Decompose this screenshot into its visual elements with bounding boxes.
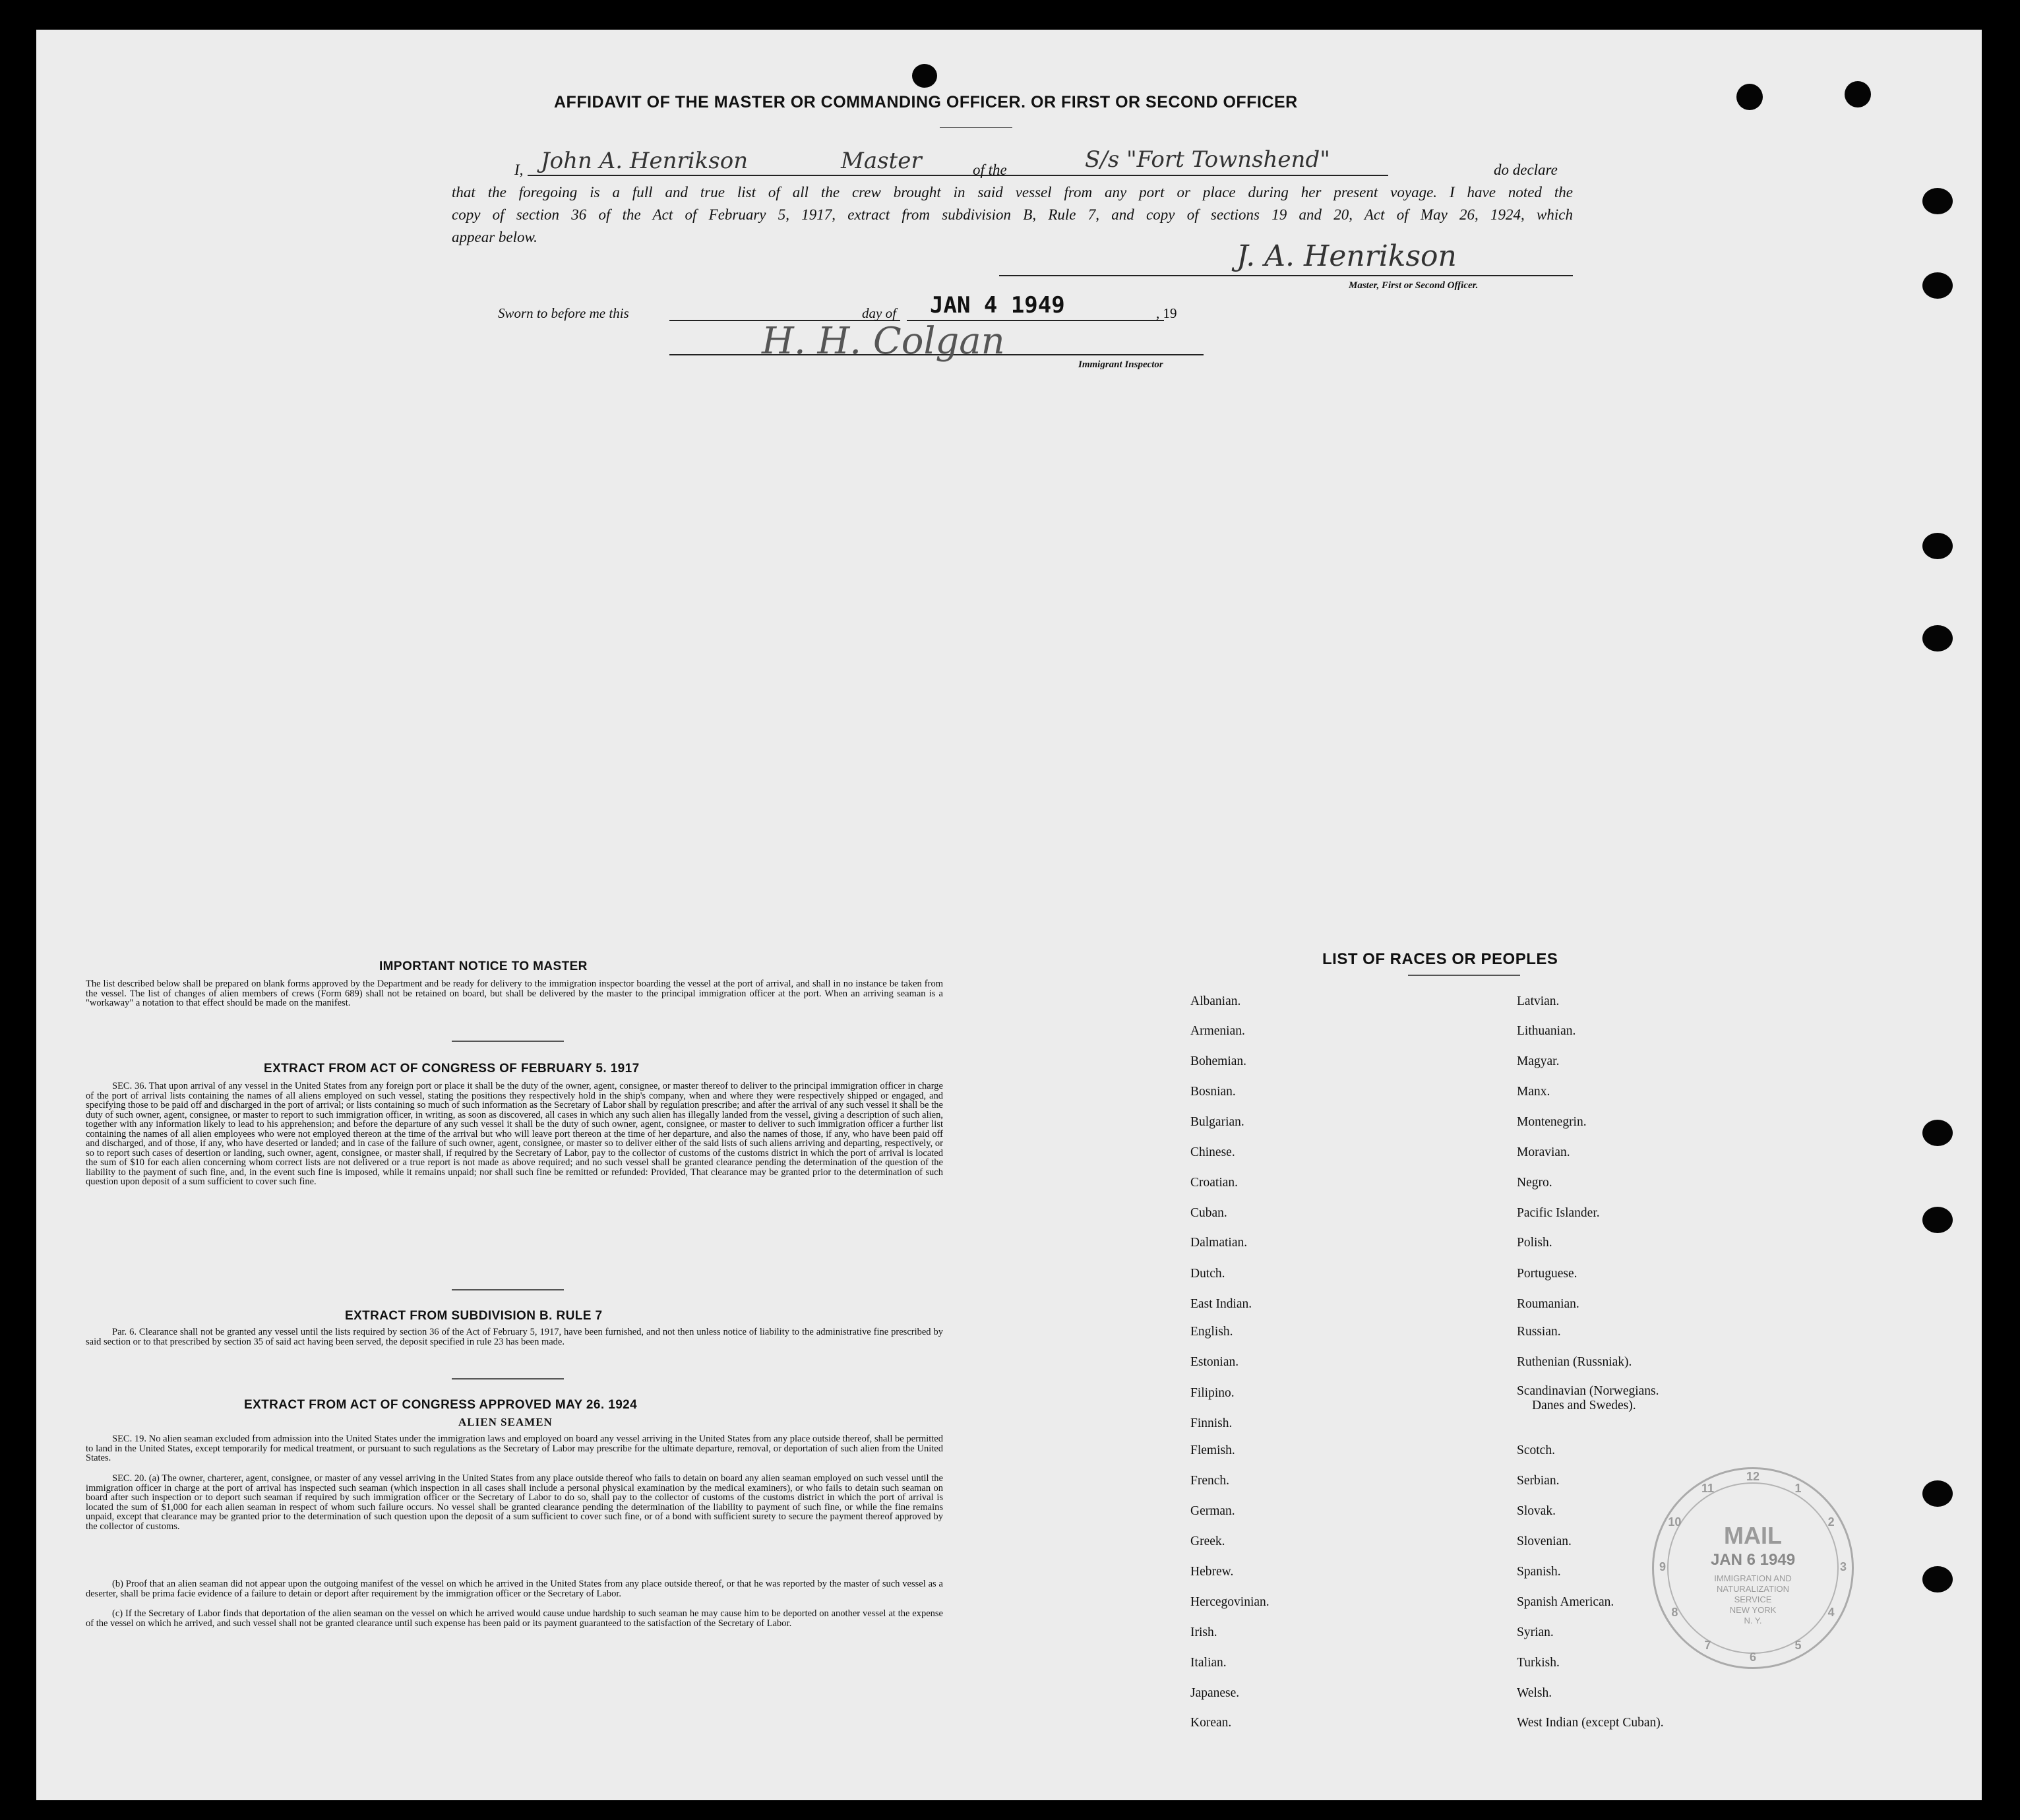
race-item: Hercegovinian. — [1190, 1595, 1270, 1609]
punch-hole — [1922, 1120, 1953, 1146]
race-item: Moravian. — [1517, 1145, 1570, 1159]
stamp-ring-number: 7 — [1704, 1638, 1711, 1652]
race-item: Slovak. — [1517, 1504, 1556, 1518]
races-title: LIST OF RACES OR PEOPLES — [1322, 950, 1558, 968]
stamp-ring-number: 9 — [1659, 1560, 1666, 1573]
race-item: Irish. — [1190, 1625, 1217, 1639]
stamp-ring-number: 8 — [1671, 1605, 1678, 1619]
sworn-label: Sworn to before me this — [498, 305, 629, 321]
stamp-label: MAIL — [1724, 1522, 1782, 1549]
race-item: Dalmatian. — [1190, 1236, 1248, 1250]
race-item: East Indian. — [1190, 1297, 1252, 1311]
punch-hole — [1922, 1480, 1953, 1507]
inspector-caption: Immigrant Inspector — [1078, 359, 1163, 370]
race-item: Croatian. — [1190, 1176, 1239, 1190]
race-item: Serbian. — [1517, 1474, 1560, 1488]
punch-hole — [912, 64, 937, 88]
punch-hole — [1922, 533, 1953, 559]
stamp-ring-number: 10 — [1668, 1515, 1682, 1529]
race-item: Korean. — [1190, 1716, 1232, 1730]
race-item: Filipino. — [1190, 1386, 1235, 1400]
race-item: Ruthenian (Russniak). — [1517, 1355, 1632, 1369]
punch-hole — [1922, 625, 1953, 652]
race-item: Dutch. — [1190, 1267, 1225, 1281]
race-item: Welsh. — [1517, 1686, 1552, 1700]
extract-1924-title: EXTRACT FROM ACT OF CONGRESS APPROVED MAY 26. 1924 — [244, 1398, 638, 1412]
punch-hole — [1922, 1566, 1953, 1592]
race-item: German. — [1190, 1504, 1235, 1518]
signature-line — [999, 275, 1573, 276]
punch-hole — [1845, 81, 1871, 107]
race-item: Greek. — [1190, 1534, 1225, 1548]
extract-1917-title: EXTRACT FROM ACT OF CONGRESS OF FEBRUARY 5. 1917 — [264, 1062, 640, 1076]
stamp-ring-number: 1 — [1794, 1482, 1802, 1496]
handwritten-vessel: S/s "Fort Townshend" — [1085, 146, 1330, 173]
affidavit-title: AFFIDAVIT OF THE MASTER OR COMMANDING OFFICER. OR FIRST OR SECOND OFFICER — [554, 93, 1298, 111]
stamp-date: JAN 6 1949 — [1710, 1551, 1796, 1569]
extract-1924-subtitle: ALIEN SEAMEN — [458, 1416, 553, 1428]
race-item: Estonian. — [1190, 1355, 1239, 1369]
declaration-line-4: appear below. — [452, 229, 537, 245]
declaration-line-3: copy of section 36 of the Act of February 5, 1917, extract from subdivision B, Rule 7, and copy of sections 19 and 20, Act of May 26, 1924, which — [452, 206, 1573, 223]
master-signature: J. A. Henrikson — [1237, 239, 1457, 273]
race-item: Slovenian. — [1517, 1534, 1572, 1548]
stamp-ring-number: 2 — [1827, 1515, 1835, 1529]
stamped-date: JAN 4 1949 — [930, 292, 1065, 318]
punch-hole — [1922, 1207, 1953, 1233]
race-item: Spanish American. — [1517, 1595, 1614, 1609]
race-item: Syrian. — [1517, 1625, 1554, 1639]
stamp-ring-number: 4 — [1827, 1605, 1835, 1619]
punch-hole — [1736, 84, 1763, 110]
race-item: Polish. — [1517, 1236, 1552, 1250]
notice-body: The list described below shall be prepared on blank forms approved by the Department and be ready for delivery to the immigration inspector boarding the vessel at the port of arrival, and shall in no instance be taken from the vessel. The list of changes of alien members of crews (Form 689) shall not be retained on board, but shall be delivered by the master to the principal immigration officer at the port. When an arriving seaman is a "workaway" a notation to that effect should be made on the manifest. — [86, 979, 943, 1008]
race-item: Bulgarian. — [1190, 1115, 1244, 1129]
extract-1924-sec19: SEC. 19. No alien seaman excluded from admission into the United States under the immigration laws and employed on board any vessel arriving in the United States from any place outside thereof, shall be permitted to land in the United States, except temporarily for medical treatment, or pursuant to such regulations as the Secretary of Labor may prescribe for the ultimate departure, removal, or deportation of such alien from the United States. — [86, 1434, 943, 1463]
extract-1917-body: SEC. 36. That upon arrival of any vessel in the United States from any foreign port or place it shall be the duty of the owner, agent, consignee, or master thereof to deliver to the principal immigration officer in charge of the port of arrival lists containing the names of all aliens employed on such vessel, stating the positions they respectively hold in the ship's company, when and where they were respectively shipped or engaged, and specifying those to be paid off and discharged in the port of arrival; or lists containing so much of such information as the Secretary of Labor shall by regulation prescribe; and after the arrival of any such vessel it shall be the duty of such owner, agent, consignee, or master to report to such immigration officer, in writing, as soon as discovered, all cases in which any such alien has illegally landed from the vessel, giving a description of such alien, together with any information likely to lead to his apprehension; and before the departure of any such vessel it shall be the duty of such owner, agent, consignee, or master to deliver to such immigration officer a further list containing the names of all alien employees who were not employed thereon at the time of the arrival but who will leave port thereon at the time of her departure, and also the names of those, if any, who have been paid off and discharged, and of those, if any, who have deserted or landed; and in case of the failure of such owner, agent, consignee, or master so to deliver either of the said lists of such aliens arriving and departing, respectively, or so to report such cases of desertion or landing, such owner, agent, consignee, or master shall, if required by the Secretary of Labor, pay to the collector of customs of the customs district in which the port of arrival is located the sum of $10 for each alien concerning whom correct lists are not delivered or a true report is not made as above required; and no such vessel shall be granted clearance pending the determination of the question of the liability to the payment of such fine, and, in the event such fine is imposed, while it remains unpaid; nor shall such fine be remitted or refunded: Provided, That clearance may be granted prior to the determination of such question upon deposit of a sum sufficient to cover such fine. — [86, 1081, 943, 1187]
race-item: Manx. — [1517, 1085, 1550, 1099]
race-item: Portuguese. — [1517, 1267, 1577, 1281]
race-item: Scotch. — [1517, 1443, 1555, 1457]
year-prefix: , 19 — [1156, 305, 1177, 321]
of-the-label: of the — [973, 162, 1007, 178]
divider — [452, 1378, 564, 1380]
race-item: Finnish. — [1190, 1416, 1233, 1430]
race-item: Magyar. — [1517, 1054, 1560, 1068]
extract-rule7-title: EXTRACT FROM SUBDIVISION B. RULE 7 — [345, 1309, 603, 1323]
race-item: Cuban. — [1190, 1206, 1227, 1220]
divider — [940, 127, 1012, 128]
race-item: Bohemian. — [1190, 1054, 1247, 1068]
race-item: Negro. — [1517, 1176, 1552, 1190]
race-item: Armenian. — [1190, 1024, 1245, 1038]
race-item: Lithuanian. — [1517, 1024, 1576, 1038]
race-item: Scandinavian (Norwegians. — [1517, 1384, 1659, 1398]
punch-hole — [1922, 188, 1953, 214]
race-item: Roumanian. — [1517, 1297, 1579, 1311]
race-item: Chinese. — [1190, 1145, 1235, 1159]
stamp-line-2: NATURALIZATION — [1716, 1584, 1790, 1594]
declaration-line-2: that the foregoing is a full and true list of all the crew brought in said vessel from any port or place during her present voyage. I have noted the — [452, 184, 1573, 200]
race-item: Pacific Islander. — [1517, 1206, 1600, 1220]
race-item: Montenegrin. — [1517, 1115, 1587, 1129]
race-item: Turkish. — [1517, 1656, 1560, 1670]
stamp-line-3: SERVICE — [1734, 1594, 1772, 1604]
race-item: West Indian (except Cuban). — [1517, 1716, 1664, 1730]
extract-1924-sec20b: (b) Proof that an alien seaman did not appear upon the outgoing manifest of the vessel on which he arrived in the United States from any place outside thereof, or that he was reported by the master of such vessel as a deserter, shall be prima facie evidence of a failure to detain or deport after requirement by the immigration officer or the Secretary of Labor. — [86, 1579, 943, 1599]
mail-received-stamp — [1652, 1467, 1854, 1669]
race-item: Albanian. — [1190, 994, 1241, 1008]
stamp-ring-number: 11 — [1701, 1482, 1715, 1496]
stamp-line-4: NEW YORK — [1729, 1605, 1777, 1615]
inspector-signature: H. H. Colgan — [762, 320, 1005, 363]
race-item: Flemish. — [1190, 1443, 1235, 1457]
race-item: Spanish. — [1517, 1565, 1561, 1579]
handwritten-rank: Master — [841, 148, 922, 174]
race-item: Latvian. — [1517, 994, 1560, 1008]
race-item: Japanese. — [1190, 1686, 1240, 1700]
declaration-text — [452, 146, 1573, 249]
document-page — [36, 30, 1982, 1800]
race-item: Russian. — [1517, 1325, 1561, 1339]
divider — [452, 1289, 564, 1290]
day-of-label: day of — [862, 305, 896, 321]
race-item: Italian. — [1190, 1656, 1227, 1670]
divider — [1408, 975, 1520, 976]
i-label: I, — [514, 162, 524, 178]
punch-hole — [1922, 272, 1953, 299]
divider — [452, 1041, 564, 1042]
extract-1924-sec20a: SEC. 20. (a) The owner, charterer, agent, consignee, or master of any vessel arriving in the United States from any place outside thereof who fails to detain on board any alien seaman employed on such vessel until the immigration officer in charge at the port of arrival has inspected such seaman (which inspection in all cases shall include a personal physical examination by the medical examiners), or who fails to detain such seaman on board after such inspection or to deport such seaman if required by such immigration officer or the Secretary of Labor to do so, shall pay to the collector of customs of the customs district in which the port of arrival is located the sum of $1,000 for each alien seaman in respect of whom such failure occurs. No vessel shall be granted clearance pending the determination of the liability to payment of such fine, or while the fine remains unpaid, except that clearance may be granted prior to the determination of such question upon the deposit of a sum sufficient to cover such fine, or of a bond with sufficient surety to secure the payment thereof approved by the collector of customs. — [86, 1473, 943, 1532]
stamp-ring-number: 5 — [1794, 1638, 1802, 1652]
race-item: English. — [1190, 1325, 1233, 1339]
handwritten-name: John A. Henrikson — [541, 148, 749, 174]
stamp-ring-number: 3 — [1839, 1560, 1847, 1573]
master-caption: Master, First or Second Officer. — [1349, 280, 1479, 291]
extract-1924-sec20c: (c) If the Secretary of Labor finds that deportation of the alien seaman on the vessel on which he arrived would cause undue hardship to such seaman he may cause him to be deported on another vessel at the expense of the vessel on which he arrived, and such vessel shall not be granted clearance until such expense has been paid or its payment guaranteed to the satisfaction of the Secretary of Labor. — [86, 1608, 943, 1629]
stamp-ring-number: 6 — [1749, 1651, 1756, 1664]
race-item: Hebrew. — [1190, 1565, 1234, 1579]
race-item: Danes and Swedes). — [1532, 1399, 1636, 1412]
race-item: Bosnian. — [1190, 1085, 1236, 1099]
stamp-line-5: N. Y. — [1744, 1616, 1762, 1625]
notice-title: IMPORTANT NOTICE TO MASTER — [379, 959, 588, 973]
extract-rule7-body: Par. 6. Clearance shall not be granted any vessel until the lists required by section 36 of the Act of February 5, 1917, have been furnished, and not then unless notice of liability to the administrative fine prescribed by said section or to that prescribed by section 35 of said act having been served, the deposit specified in rule 23 has been made. — [86, 1327, 943, 1347]
race-item: French. — [1190, 1474, 1230, 1488]
stamp-line-1: IMMIGRATION AND — [1714, 1573, 1792, 1583]
do-declare-label: do declare — [1494, 162, 1558, 178]
stamp-ring-number: 12 — [1746, 1470, 1760, 1483]
